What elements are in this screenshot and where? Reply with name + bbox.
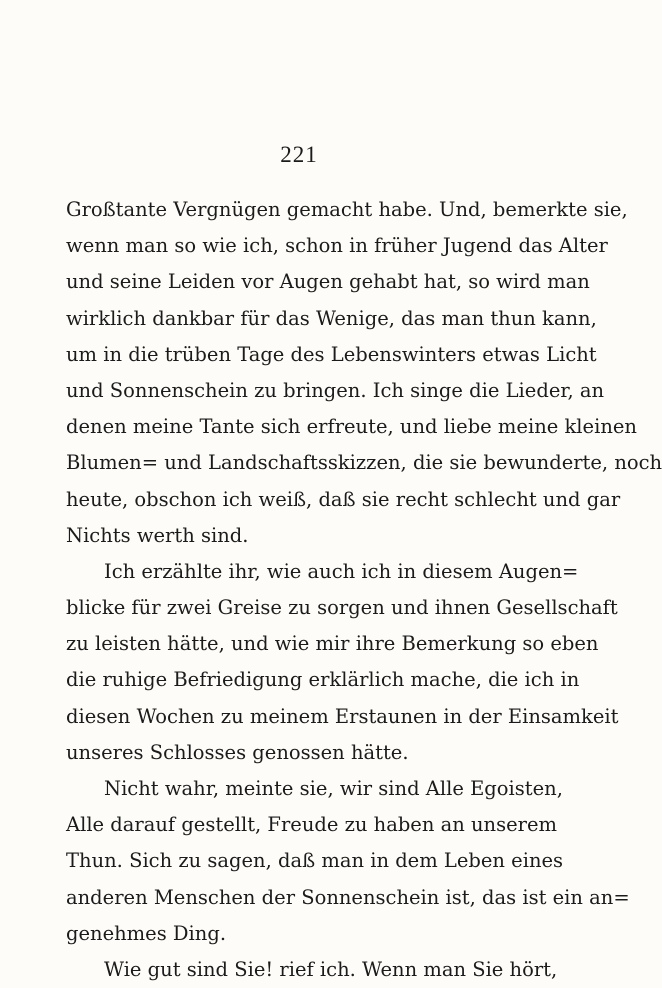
text-line: Nichts werth sind. xyxy=(66,523,249,547)
text-line: Alle darauf gestellt, Freude zu haben an unserem xyxy=(66,813,558,837)
text-line: diesen Wochen zu meinem Erstaunen in der Einsamkeit xyxy=(66,704,619,728)
text-line: anderen Menschen der Sonnenschein ist, das ist ein an= xyxy=(66,885,630,909)
text-line: Thun. Sich zu sagen, daß man in dem Leben eines xyxy=(66,849,564,873)
text-line: denen meine Tante sich erfreute, und liebe meine kleinen xyxy=(66,415,637,439)
text-line: und seine Leiden vor Augen gehabt hat, so wird man xyxy=(66,270,590,294)
text-line: Großtante Vergnügen gemacht habe. Und, bemerkte sie, xyxy=(66,198,628,221)
text-line: genehmes Ding. xyxy=(66,921,227,945)
text-line: zu leisten hätte, und wie mir ihre Bemerkung so eben xyxy=(66,632,599,656)
text-line: und Sonnenschein zu bringen. Ich singe die Lieder, an xyxy=(66,378,605,402)
page-number: 221 xyxy=(280,142,318,167)
text-line: um in die trüben Tage des Lebenswinters etwas Licht xyxy=(66,342,597,366)
text-line: Blumen= und Landschaftsskizzen, die sie bewunderte, noch xyxy=(66,451,662,475)
body-text xyxy=(66,192,662,988)
text-line: wirklich dankbar für das Wenige, das man thun kann, xyxy=(66,306,597,330)
text-line: die ruhige Befriedigung erklärlich mache, die ich in xyxy=(66,668,580,692)
text-line: blicke für zwei Greise zu sorgen und ihnen Gesellschaft xyxy=(66,596,618,620)
text-line: unseres Schlosses genossen hätte. xyxy=(66,740,409,764)
text-line: wenn man so wie ich, schon in früher Jugend das Alter xyxy=(66,234,608,258)
paragraph-first-line: Nicht wahr, meinte sie, wir sind Alle Egoisten, xyxy=(104,777,563,800)
text-line: heute, obschon ich weiß, daß sie recht schlecht und gar xyxy=(66,487,621,511)
paragraph-first-line: Ich erzählte ihr, wie auch ich in diesem Augen= xyxy=(104,559,579,583)
paragraph-first-line: Wie gut sind Sie! rief ich. Wenn man Sie hört, xyxy=(104,957,558,981)
